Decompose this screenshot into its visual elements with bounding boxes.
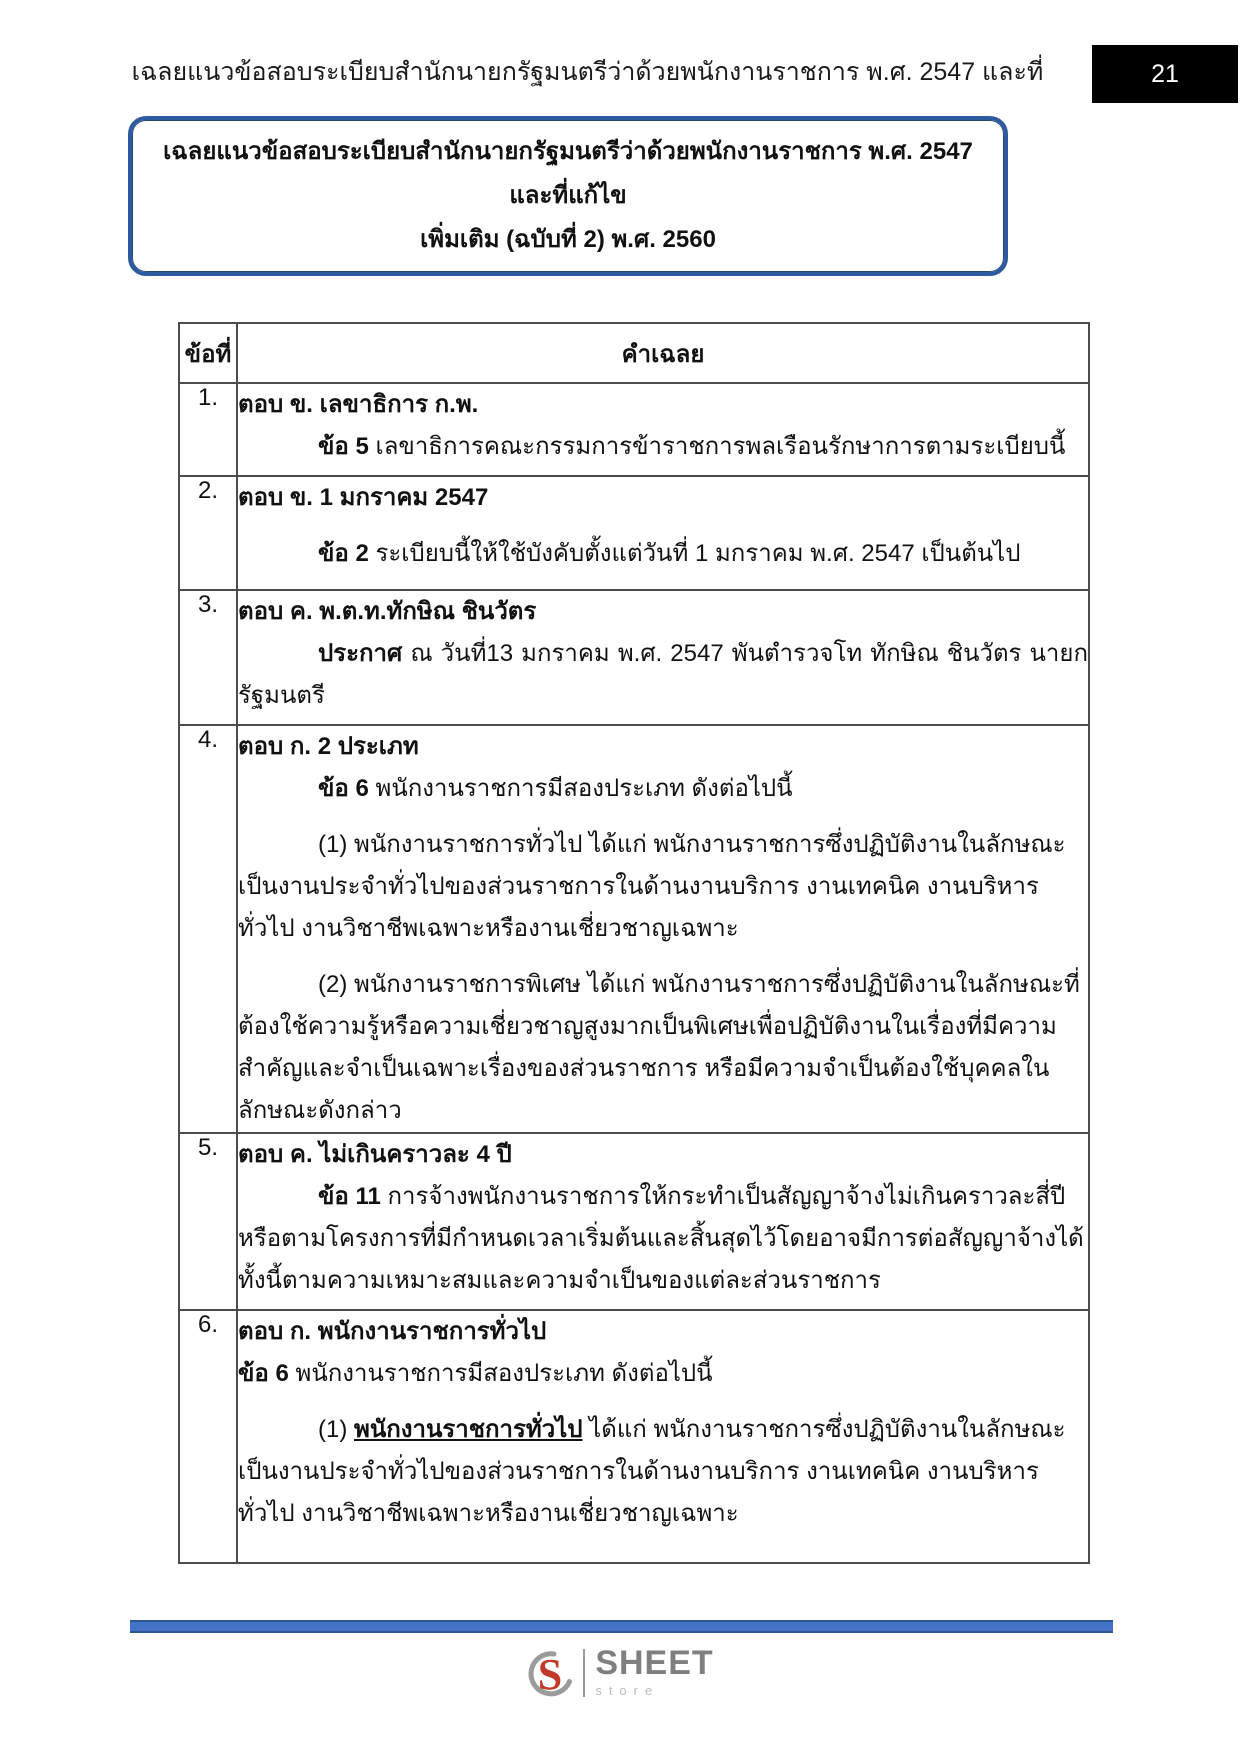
question-number-cell: 6. xyxy=(179,1310,237,1563)
table-row xyxy=(179,1310,1089,1563)
answer-cell xyxy=(237,476,1089,590)
answer-cell xyxy=(237,725,1089,1133)
answer-paragraph xyxy=(238,964,1088,1132)
answer-paragraph xyxy=(238,477,1088,519)
answer-text: ได้แก่ พนักงานราชการซึ่งปฏิบัติงานในลักษณะเป็นงานประจำทั่วไปของส่วนราชการในด้านงานบริการ งานเทคนิค งานบริหารทั่วไป งานวิชาชีพเฉพาะหรืองานเชี่ยวชาญเฉพาะ xyxy=(238,1416,1066,1527)
brand-name: SHEET xyxy=(595,1644,714,1682)
answer-paragraph xyxy=(238,768,1088,810)
answer-paragraph xyxy=(238,1353,1088,1395)
question-number-cell: 2. xyxy=(179,476,237,590)
question-number-cell: 3. xyxy=(179,590,237,725)
running-header: เฉลยแนวข้อสอบระเบียบสำนักนายกรัฐมนตรีว่าด้วยพนักงานราชการ พ.ศ. 2547 และที่ xyxy=(131,58,1044,86)
answer-paragraph xyxy=(238,726,1088,768)
answer-bold-text: ตอบ ค. พ.ต.ท.ทักษิณ ชินวัตร xyxy=(238,598,537,625)
answer-paragraph xyxy=(238,1134,1088,1176)
answer-bold-text: พนักงานราชการทั่วไป xyxy=(354,1416,583,1443)
answer-cell xyxy=(237,590,1089,725)
title-line-1: เฉลยแนวข้อสอบระเบียบสำนักนายกรัฐมนตรีว่าด้วยพนักงานราชการ พ.ศ. 2547 และที่แก้ไข xyxy=(163,138,973,209)
answer-paragraph xyxy=(238,591,1088,633)
answer-table-body xyxy=(179,383,1089,1563)
answer-text: ณ วันที่13 มกราคม พ.ศ. 2547 พันตำรวจโท ทักษิณ ชินวัตร นายกรัฐมนตรี xyxy=(238,640,1088,709)
answer-cell xyxy=(237,1133,1089,1310)
answer-paragraph xyxy=(238,1311,1088,1353)
question-number-cell: 4. xyxy=(179,725,237,1133)
page-number: 21 xyxy=(1151,59,1179,88)
table-row xyxy=(179,383,1089,476)
answer-bold-text: ตอบ ค. ไม่เกินคราวละ 4 ปี xyxy=(238,1141,512,1168)
header-row xyxy=(179,323,1089,383)
answer-text: (1) xyxy=(318,1416,354,1443)
answer-bold-text: ข้อ 11 xyxy=(318,1183,381,1210)
logo-text-block xyxy=(595,1646,713,1700)
answer-paragraph xyxy=(238,533,1088,575)
answer-table-header xyxy=(179,323,1089,383)
answer-bold-text: ตอบ ข. เลขาธิการ ก.พ. xyxy=(238,391,479,418)
answer-bold-text: ตอบ ก. พนักงานราชการทั่วไป xyxy=(238,1318,547,1345)
answer-paragraph xyxy=(238,824,1088,950)
answer-paragraph xyxy=(238,384,1088,426)
footer-divider-bar xyxy=(130,1620,1113,1633)
table-row xyxy=(179,725,1089,1133)
question-number-cell: 5. xyxy=(179,1133,237,1310)
answer-text: ระเบียบนี้ให้ใช้บังคับตั้งแต่วันที่ 1 มกราคม พ.ศ. 2547 เป็นต้นไป xyxy=(368,540,1021,567)
brand-subtitle: store xyxy=(595,1683,660,1698)
answer-paragraph xyxy=(238,1176,1088,1302)
title-line-2: เพิ่มเติม (ฉบับที่ 2) พ.ศ. 2560 xyxy=(420,226,716,253)
answer-text: พนักงานราชการมีสองประเภท ดังต่อไปนี้ xyxy=(368,775,793,802)
answer-bold-text: ข้อ 2 xyxy=(318,540,369,567)
answer-bold-text: ตอบ ก. 2 ประเภท xyxy=(238,733,419,760)
answer-paragraph xyxy=(238,1409,1088,1535)
answer-table xyxy=(178,322,1090,1564)
sheet-store-logo-icon xyxy=(527,1645,573,1701)
table-row xyxy=(179,476,1089,590)
svg-text:S: S xyxy=(538,1650,563,1699)
answer-cell xyxy=(237,1310,1089,1563)
table-row xyxy=(179,590,1089,725)
answer-text: พนักงานราชการมีสองประเภท ดังต่อไปนี้ xyxy=(288,1360,713,1387)
answer-bold-text: ตอบ ข. 1 มกราคม 2547 xyxy=(238,484,489,511)
answer-text: เลขาธิการคณะกรรมการข้าราชการพลเรือนรักษาการตามระเบียบนี้ xyxy=(368,433,1066,460)
column-header-answer: คำเฉลย xyxy=(237,323,1089,383)
page-number-box xyxy=(1092,45,1238,103)
question-number-cell: 1. xyxy=(179,383,237,476)
title-box xyxy=(128,116,1008,276)
answer-text: (1) พนักงานราชการทั่วไป ได้แก่ พนักงานราชการซึ่งปฏิบัติงานในลักษณะเป็นงานประจำทั่วไปของส่วนราชการในด้านงานบริการ งานเทคนิค งานบริหารทั่วไป งานวิชาชีพเฉพาะหรืองานเชี่ยวชาญเฉพาะ xyxy=(238,831,1066,942)
answer-paragraph xyxy=(238,426,1088,468)
answer-bold-text: ประกาศ xyxy=(318,640,403,667)
footer-logo xyxy=(0,1645,1241,1701)
answer-bold-text: ข้อ 5 xyxy=(318,433,369,460)
table-row xyxy=(179,1133,1089,1310)
logo-divider xyxy=(583,1649,585,1697)
column-header-question-number: ข้อที่ xyxy=(179,323,237,383)
answer-text: (2) พนักงานราชการพิเศษ ได้แก่ พนักงานราชการซึ่งปฏิบัติงานในลักษณะที่ต้องใช้ความรู้หรือความเชี่ยวชาญสูงมากเป็นพิเศษเพื่อปฏิบัติงานในเรื่องที่มีความสำคัญและจำเป็นเฉพาะเรื่องของส่วนราชการ หรือมีความจำเป็นต้องใช้บุคคลในลักษณะดังกล่าว xyxy=(238,971,1080,1124)
answer-text: การจ้างพนักงานราชการให้กระทำเป็นสัญญาจ้างไม่เกินคราวละสี่ปีหรือตามโครงการที่มีกำหนดเวลาเริ่มต้นและสิ้นสุดไว้โดยอาจมีการต่อสัญญาจ้างได้ ทั้งนี้ตามความเหมาะสมและความจำเป็นของแต่ละส่วนราชการ xyxy=(238,1183,1084,1294)
answer-paragraph xyxy=(238,633,1088,717)
answer-bold-text: ข้อ 6 xyxy=(238,1360,289,1387)
answer-cell xyxy=(237,383,1089,476)
answer-bold-text: ข้อ 6 xyxy=(318,775,369,802)
